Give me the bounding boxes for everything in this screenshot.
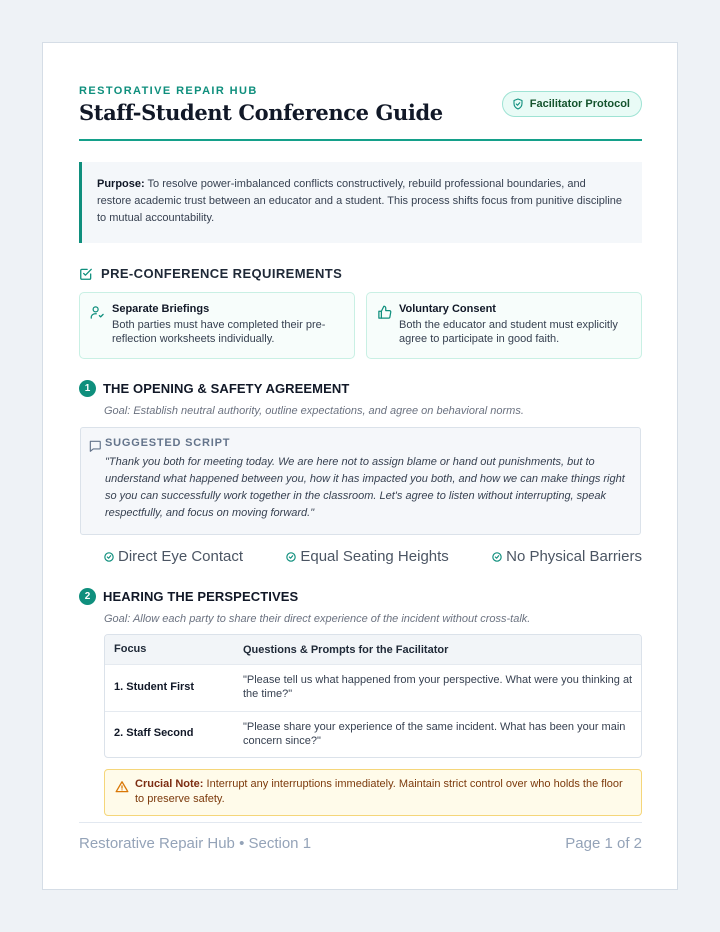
- script-text: "Thank you both for meeting today. We are here not to assign blame or hand out punishments, but to understand what happened between you, how it has impacted you both, and how we can make things right so you can successfully work together in the classroom. Let's agree to listen without interrupting, speak respectfully, and focus on moving forward.": [105, 456, 625, 519]
- footer-divider: [79, 822, 642, 823]
- table-header-row: [105, 635, 641, 665]
- note-label: Crucial Note:: [135, 778, 204, 790]
- table-row: [105, 665, 641, 712]
- step-2-heading: [79, 588, 298, 605]
- shield-check-icon: [512, 98, 524, 110]
- crucial-note-callout: [104, 769, 642, 816]
- checklist-label: Equal Seating Heights: [300, 548, 449, 565]
- step-title: HEARING THE PERSPECTIVES: [103, 589, 299, 604]
- check-circle-icon: [104, 552, 114, 562]
- suggested-script-box: [80, 427, 641, 535]
- footer-section-label: Restorative Repair Hub • Section 1: [79, 835, 312, 852]
- checklist-item: [286, 548, 448, 565]
- header-divider: [79, 139, 642, 141]
- checkbox-icon: [79, 267, 93, 281]
- badge-label: Facilitator Protocol: [529, 98, 630, 110]
- checklist-item: [104, 548, 243, 565]
- note-text: Interrupt any interruptions immediately. Maintain strict control over who holds the floor to preserve safety.: [135, 778, 623, 805]
- requirements-heading-text: PRE-CONFERENCE REQUIREMENTS: [101, 266, 343, 281]
- purpose-text: To resolve power-imbalanced conflicts constructively, rebuild professional boundaries, and restore academic trust between an educator and a student. This process shifts focus from punitive discipline to mutual accountability.: [97, 178, 623, 224]
- requirement-card-voluntary-consent: [366, 292, 642, 359]
- script-heading: SUGGESTED SCRIPT: [105, 437, 231, 449]
- requirement-card-separate-briefings: [79, 292, 355, 359]
- step-goal: Goal: Allow each party to share their direct experience of the incident without cross-talk.: [104, 613, 531, 625]
- table-cell-prompt: "Please share your experience of the same incident. What has been your main concern since?": [243, 721, 626, 747]
- table-row: [105, 712, 641, 757]
- step-title: THE OPENING & SAFETY AGREEMENT: [103, 381, 350, 396]
- purpose-callout: [79, 162, 642, 243]
- facilitator-badge: [502, 91, 642, 117]
- column-header-focus: Focus: [114, 643, 147, 655]
- page-title: Staff-Student Conference Guide: [79, 100, 443, 125]
- check-circle-icon: [286, 552, 296, 562]
- step-goal: Goal: Establish neutral authority, outline expectations, and agree on behavioral norms.: [104, 405, 524, 417]
- warning-triangle-icon: [115, 780, 129, 794]
- environment-checklist: [104, 548, 642, 565]
- page-number: Page 1 of 2: [565, 835, 642, 852]
- purpose-label: Purpose:: [97, 178, 145, 190]
- table-cell-prompt: "Please tell us what happened from your perspective. What were you thinking at the time?": [243, 674, 633, 700]
- requirement-text: Both the educator and student must explicitly agree to participate in good faith.: [399, 319, 618, 345]
- step-number: 1: [79, 380, 96, 397]
- requirements-heading: [79, 266, 342, 281]
- column-header-questions: Questions & Prompts for the Facilitator: [243, 644, 449, 656]
- requirement-title: Voluntary Consent: [399, 303, 496, 315]
- table-cell-focus: 1. Student First: [114, 681, 195, 693]
- step-1-heading: [79, 380, 349, 397]
- step-number: 2: [79, 588, 96, 605]
- checklist-item: [492, 548, 642, 565]
- perspectives-table: [104, 634, 642, 758]
- checklist-label: Direct Eye Contact: [118, 548, 244, 565]
- requirement-text: Both parties must have completed their pre-reflection worksheets individually.: [112, 319, 326, 345]
- checklist-label: No Physical Barriers: [506, 548, 642, 565]
- document-page: [42, 42, 678, 890]
- thumbs-up-icon: [377, 305, 392, 320]
- user-check-icon: [90, 305, 105, 320]
- requirement-title: Separate Briefings: [112, 303, 210, 315]
- speech-bubble-icon: [88, 439, 102, 453]
- check-circle-icon: [492, 552, 502, 562]
- brand-label: RESTORATIVE REPAIR HUB: [79, 85, 258, 97]
- table-cell-focus: 2. Staff Second: [114, 727, 194, 739]
